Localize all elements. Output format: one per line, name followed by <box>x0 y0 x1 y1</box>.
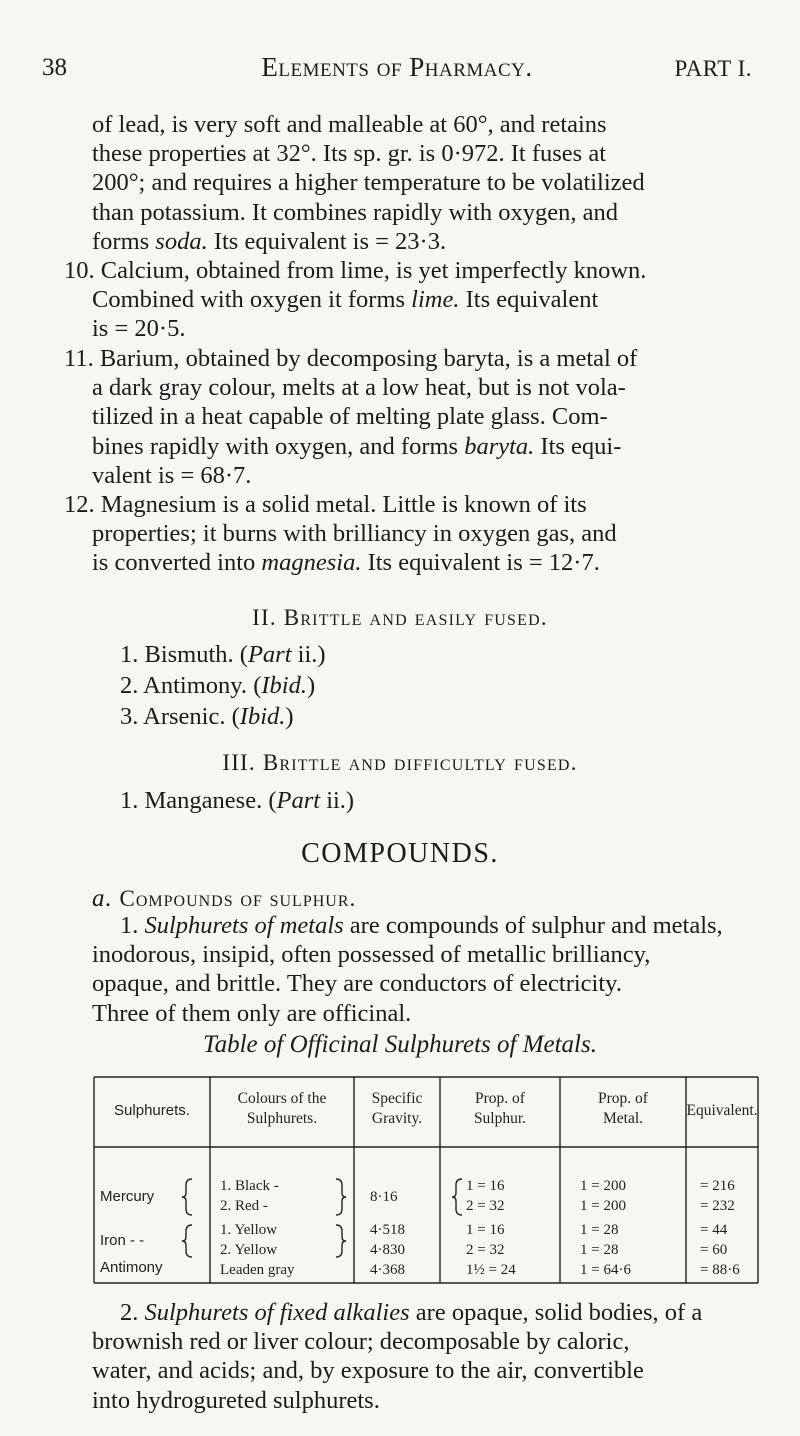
cell-colour: 2. Red - <box>220 1198 268 1214</box>
brace-mercury <box>182 1179 192 1215</box>
header-specific-gravity: Specific Gravity. <box>371 1090 423 1127</box>
text-line: inodorous, insipid, often possessed of metallic brilliancy, <box>92 941 651 969</box>
cell-sulphur: 1½ = 24 <box>466 1262 516 1278</box>
text-line: Combined with oxygen it forms lime. Its equivalent <box>92 286 599 314</box>
emphasis-term: soda. <box>155 227 208 255</box>
emphasis-term: magnesia. <box>261 549 362 577</box>
item-12-magnesium <box>64 490 730 578</box>
row-label-antimony: Antimony <box>100 1259 163 1276</box>
cell-equivalent: = 232 <box>700 1198 735 1214</box>
header-sulphurets: Sulphurets. <box>114 1102 190 1119</box>
text-line: 200°; and requires a higher temperature to be volatilized <box>92 169 645 197</box>
header-colours: Colours of the Sulphurets. <box>237 1090 327 1127</box>
text-line: opaque, and brittle. They are conductors of electricity. <box>92 970 622 998</box>
text-line: a dark gray colour, melts at a low heat, but is not vola- <box>92 374 626 402</box>
cell-sulphur: 2 = 32 <box>466 1198 505 1214</box>
emphasis-term: Sulphurets of metals <box>144 912 344 939</box>
emphasis-term: Sulphurets of fixed alkalies <box>144 1299 410 1326</box>
cell-colour: 1. Black - <box>220 1178 279 1194</box>
paragraph-sulphurets-of-metals <box>92 911 760 1028</box>
cell-gravity: 4·830 <box>370 1242 405 1258</box>
cell-sulphur: 1 = 16 <box>466 1178 505 1194</box>
text-line: brownish red or liver colour; decomposable by caloric, <box>92 1328 630 1356</box>
text-line: these properties at 32°. Its sp. gr. is 0·972. It fuses at <box>92 140 606 168</box>
text-line: properties; it burns with brilliancy in oxygen gas, and <box>92 520 617 548</box>
page-number: 38 <box>42 54 67 81</box>
row-label-iron: Iron - - <box>100 1232 145 1249</box>
cell-gravity: 8·16 <box>370 1189 398 1205</box>
text-line: water, and acids; and, by exposure to the air, convertible <box>92 1357 644 1385</box>
text-line: 1. Sulphurets of metals are compounds of sulphur and metals, <box>120 912 723 939</box>
compounds-heading: COMPOUNDS. <box>301 838 499 869</box>
text-line: 2. Sulphurets of fixed alkalies are opaque, solid bodies, of a <box>120 1299 703 1326</box>
cell-equivalent: = 44 <box>700 1222 728 1238</box>
part-label: PART I. <box>674 56 752 81</box>
subsection-heading-sulphur: a. Compounds of sulphur. <box>92 885 357 912</box>
cell-gravity: 4·368 <box>370 1262 405 1278</box>
header-equivalent: Equivalent. <box>686 1102 758 1119</box>
brace-iron-colours <box>336 1225 346 1257</box>
paragraph-sulphurets-fixed-alkalies <box>92 1298 760 1415</box>
continuation-paragraph <box>92 110 730 256</box>
cell-sulphur: 1 = 16 <box>466 1222 505 1238</box>
text-line: 12. Magnesium is a solid metal. Little is known of its <box>64 491 587 518</box>
text-line: than potassium. It combines rapidly with oxygen, and <box>92 198 618 226</box>
brace-iron <box>182 1225 192 1257</box>
list-item-arsenic: 3. Arsenic. (Ibid.) <box>120 703 294 730</box>
list-item-manganese: 1. Manganese. (Part ii.) <box>120 787 355 814</box>
list-item-antimony: 2. Antimony. (Ibid.) <box>120 672 316 699</box>
brace-mercury-colours <box>336 1179 346 1215</box>
cell-equivalent: = 216 <box>700 1178 735 1194</box>
cell-colour: Leaden gray <box>220 1262 295 1278</box>
section-heading-brittle-difficultly-fused: III. Brittle and difficultly fused. <box>222 750 578 775</box>
text-line: of lead, is very soft and malleable at 60°, and retains <box>92 111 607 138</box>
text-line: valent is = 68·7. <box>92 461 252 489</box>
brace-mercury-sulphur <box>452 1179 462 1215</box>
emphasis-term: baryta. <box>464 432 535 460</box>
cell-equivalent: = 88·6 <box>700 1262 740 1278</box>
running-title: Elements of Pharmacy. <box>261 52 533 82</box>
cell-colour: 2. Yellow <box>220 1242 278 1258</box>
text-line: forms soda. Its equivalent is = 23·3. <box>92 227 447 255</box>
sulphurets-table <box>92 1075 760 1285</box>
header-prop-sulphur: Prop. of Sulphur. <box>473 1090 527 1127</box>
text-line: 10. Calcium, obtained from lime, is yet imperfectly known. <box>64 257 647 284</box>
item-10-calcium <box>64 256 730 344</box>
table-caption: Table of Officinal Sulphurets of Metals. <box>203 1031 597 1058</box>
text-line: bines rapidly with oxygen, and forms baryta. Its equi- <box>92 432 622 460</box>
cell-equivalent: = 60 <box>700 1242 728 1258</box>
cell-metal: 1 = 200 <box>580 1178 626 1194</box>
list-item-bismuth: 1. Bismuth. (Part ii.) <box>120 641 326 668</box>
text-line: is converted into magnesia. Its equivalent is = 12·7. <box>92 549 600 577</box>
emphasis-term: lime. <box>411 286 460 314</box>
header-prop-metal: Prop. of Metal. <box>598 1090 648 1127</box>
cell-colour: 1. Yellow <box>220 1222 278 1238</box>
text-line: 11. Barium, obtained by decomposing baryta, is a metal of <box>64 345 638 372</box>
text-line: Three of them only are officinal. <box>92 999 412 1027</box>
cell-sulphur: 2 = 32 <box>466 1242 505 1258</box>
cell-metal: 1 = 28 <box>580 1242 619 1258</box>
text-line: tilized in a heat capable of melting plate glass. Com- <box>92 403 608 431</box>
text-line: into hydrogureted sulphurets. <box>92 1386 380 1414</box>
text-line: is = 20·5. <box>92 315 186 343</box>
item-11-barium <box>64 344 730 490</box>
section-heading-brittle-easily-fused: II. Brittle and easily fused. <box>252 605 548 630</box>
cell-metal: 1 = 64·6 <box>580 1262 631 1278</box>
running-header <box>42 48 752 88</box>
cell-metal: 1 = 200 <box>580 1198 626 1214</box>
row-label-mercury: Mercury <box>100 1188 155 1205</box>
cell-metal: 1 = 28 <box>580 1222 619 1238</box>
cell-gravity: 4·518 <box>370 1222 405 1238</box>
